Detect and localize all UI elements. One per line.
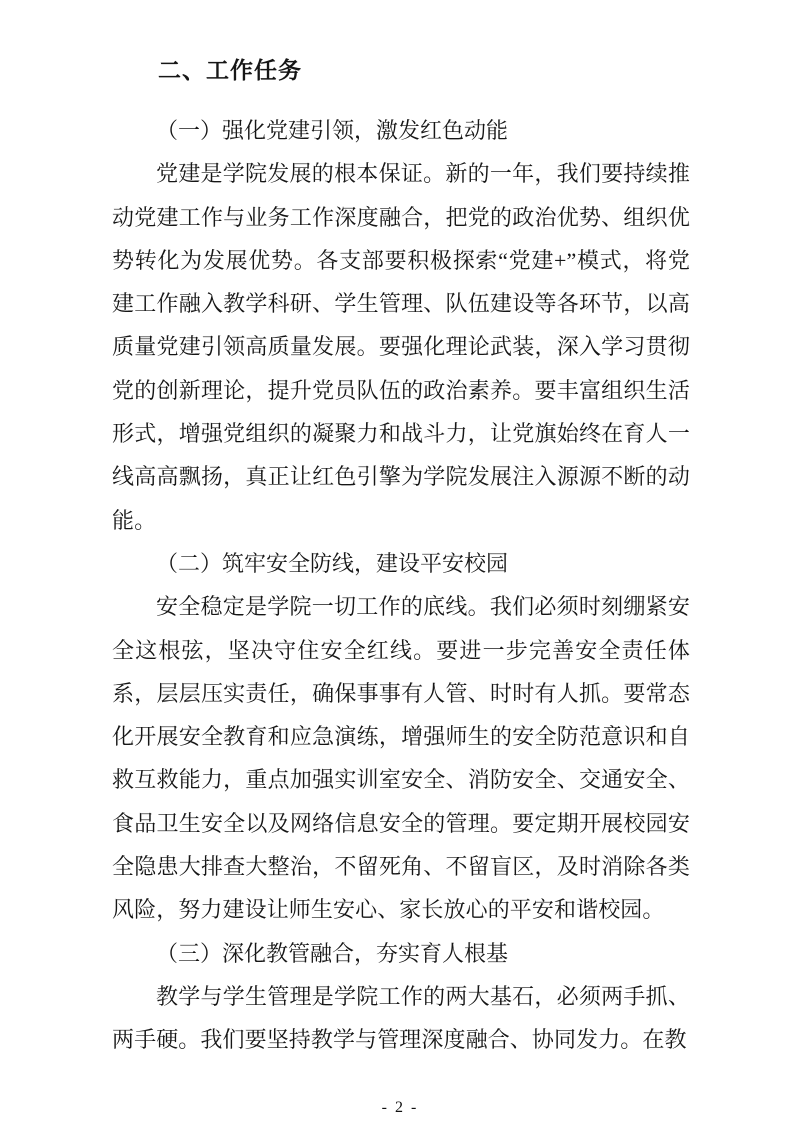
section-2 <box>112 542 690 932</box>
section-1-paragraph: 党建是学院发展的根本保证。新的一年，我们要持续推动党建工作与业务工作深度融合，把党的政治优势、组织优势转化为发展优势。各支部要积极探索“党建+”模式，将党建工作融入教学科研、学生管理、队伍建设等各环节，以高质量党建引领高质量发展。要强化理论武装，深入学习贯彻党的创新理论，提升党员队伍的政治素养。要丰富组织生活形式，增强党组织的凝聚力和战斗力，让党旗始终在育人一线高高飘扬，真正让红色引擎为学院发展注入源源不断的动能。 <box>112 161 690 533</box>
section-3 <box>112 932 690 1062</box>
section-1 <box>112 109 690 542</box>
document-title: 二、工作任务 <box>158 58 302 83</box>
section-1-heading: （一）强化党建引领，激发红色动能 <box>156 118 509 143</box>
page-number: - 2 - <box>381 1099 419 1116</box>
section-3-heading: （三）深化教管融合，夯实育人根基 <box>156 940 509 966</box>
section-3-paragraph: 教学与学生管理是学院工作的两大基石，必须两手抓、两手硬。我们要坚持教学与管理深度融合、协同发力。在教 <box>112 983 690 1053</box>
section-2-paragraph: 安全稳定是学院一切工作的底线。我们必须时刻绷紧安全这根弦，坚决守住安全红线。要进一步完善安全责任体系，层层压实责任，确保事事有人管、时时有人抓。要常态化开展安全教育和应急演练，增强师生的安全防范意识和自救互救能力，重点加强实训室安全、消防安全、交通安全、食品卫生安全以及网络信息安全的管理。要定期开展校园安全隐患大排查大整治，不留死角、不留盲区，及时消除各类风险，努力建设让师生安心、家长放心的平安和谐校园。 <box>112 594 690 923</box>
section-2-heading: （二）筑牢安全防线，建设平安校园 <box>156 550 509 576</box>
document-content <box>112 49 690 1062</box>
